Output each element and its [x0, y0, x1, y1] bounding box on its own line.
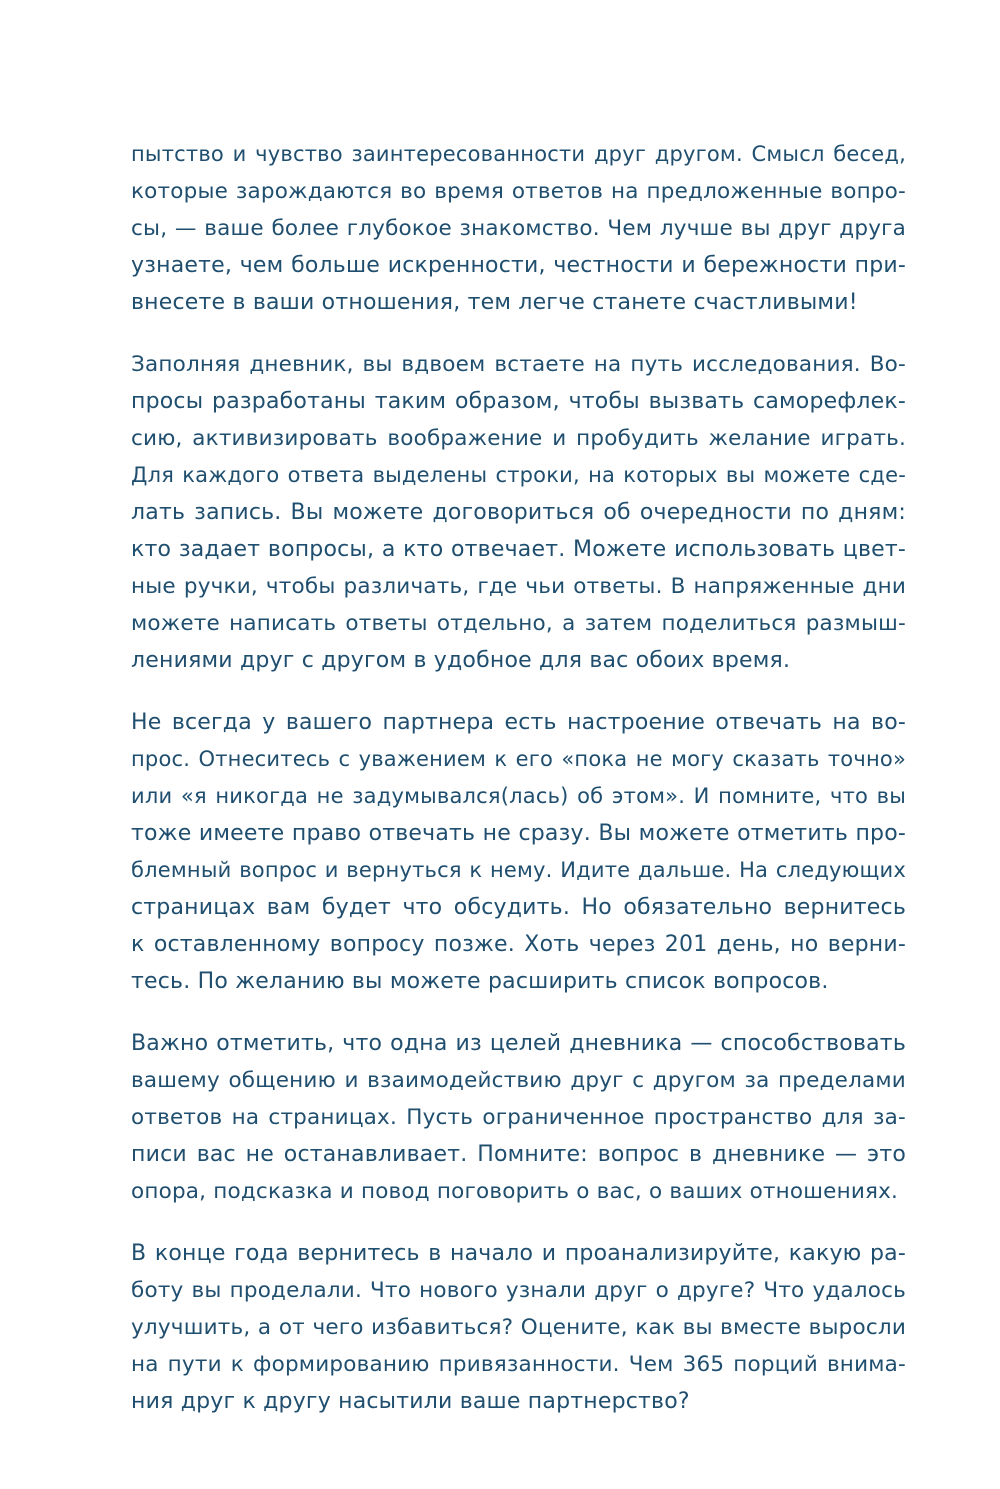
text-line: или «я никогда не задумывался(лась) об этом». И помните, что вы — [131, 784, 906, 808]
text-line: страницах вам будет что обсудить. Но обязательно вернитесь — [131, 895, 906, 920]
text-line: ответов на страницах. Пусть ограниченное пространство для за- — [131, 1105, 906, 1130]
paragraph — [131, 704, 906, 1000]
text-line: улучшить, а от чего избавиться? Оцените, как вы вместе выросли — [131, 1315, 906, 1340]
text-line: лать запись. Вы можете договориться об очередности по дням: — [131, 500, 906, 525]
text-line: писи вас не останавливает. Помните: вопрос в дневнике — это — [131, 1142, 906, 1167]
text-line: вашему общению и взаимодействию друг с другом за пределами — [131, 1068, 906, 1093]
text-line: можете написать ответы отдельно, а затем поделиться размыш- — [131, 611, 906, 636]
text-line: просы разработаны таким образом, чтобы вызвать саморефлек- — [131, 389, 906, 414]
text-line: пытство и чувство заинтересованности друг другом. Смысл бесед, — [131, 142, 906, 166]
text-line: прос. Отнеситесь с уважением к его «пока не могу сказать точно» — [131, 747, 906, 771]
text-line: внесете в ваши отношения, тем легче станете счастливыми! — [131, 290, 858, 315]
text-line: блемный вопрос и вернуться к нему. Идите дальше. На следующих — [131, 858, 906, 882]
text-line: боту вы проделали. Что нового узнали друг о друге? Что удалось — [131, 1278, 906, 1303]
text-line: Важно отметить, что одна из целей дневника — способствовать — [131, 1031, 906, 1056]
text-line: сию, активизировать воображение и пробудить желание играть. — [131, 426, 906, 451]
paragraph — [131, 136, 906, 321]
paragraph — [131, 346, 906, 679]
text-line: ные ручки, чтобы различать, где чьи ответы. В напряженные дни — [131, 574, 906, 599]
paragraph — [131, 1235, 906, 1420]
text-line: лениями друг с другом в удобное для вас обоих время. — [131, 648, 791, 673]
paragraph — [131, 1025, 906, 1210]
text-line: Заполняя дневник, вы вдвоем встаете на путь исследования. Во- — [131, 352, 906, 377]
text-line: кто задает вопросы, а кто отвечает. Можете использовать цвет- — [131, 537, 906, 562]
text-line: Не всегда у вашего партнера есть настроение отвечать на во- — [131, 710, 906, 735]
text-line: тесь. По желанию вы можете расширить список вопросов. — [131, 969, 829, 994]
body-text — [131, 136, 906, 1445]
text-line: на пути к формированию привязанности. Чем 365 порций внима- — [131, 1352, 906, 1377]
text-line: тоже имеете право отвечать не сразу. Вы можете отметить про- — [131, 821, 906, 846]
text-line: сы, — ваше более глубокое знакомство. Чем лучше вы друг друга — [131, 216, 906, 241]
text-line: опора, подсказка и повод поговорить о вас, о ваших отношениях. — [131, 1179, 899, 1204]
text-line: В конце года вернитесь в начало и проанализируйте, какую ра- — [131, 1241, 906, 1266]
text-line: к оставленному вопросу позже. Хоть через 201 день, но верни- — [131, 932, 906, 957]
text-line: Для каждого ответа выделены строки, на которых вы можете сде- — [131, 463, 906, 487]
text-line: ния друг к другу насытили ваше партнерство? — [131, 1389, 690, 1414]
text-line: узнаете, чем больше искренности, честности и бережности при- — [131, 253, 906, 278]
text-line: которые зарождаются во время ответов на предложенные вопро- — [131, 179, 906, 204]
